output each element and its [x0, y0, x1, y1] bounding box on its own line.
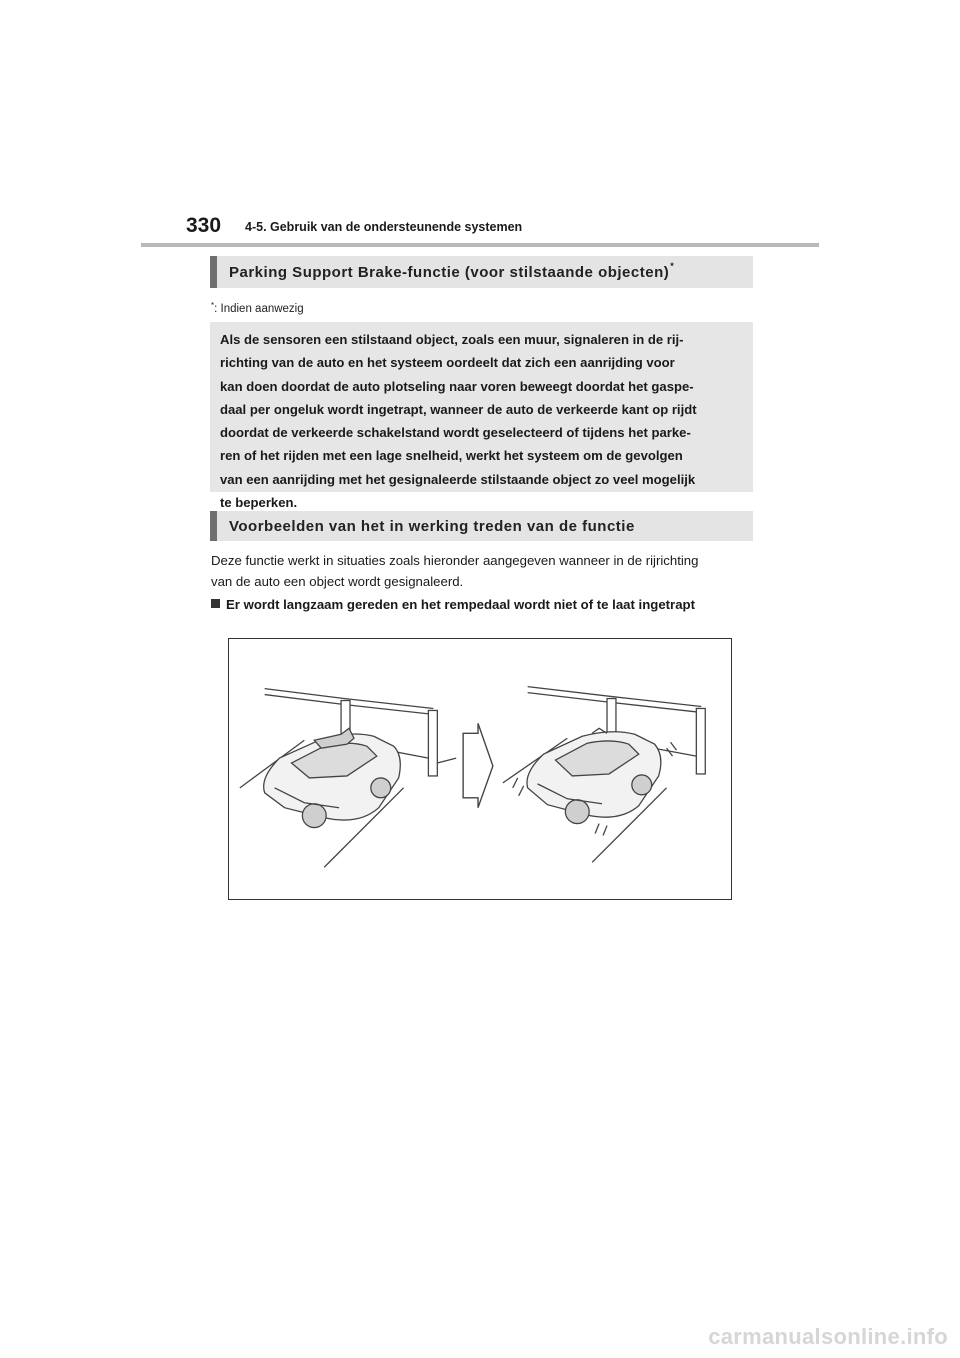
scene-after	[503, 687, 705, 863]
body-line: Deze functie werkt in situaties zoals hieronder aangegeven wanneer in de rijrichting	[211, 553, 699, 568]
body-paragraph	[211, 550, 756, 592]
intro-box	[210, 322, 753, 511]
section-heading-asterisk: *	[670, 261, 675, 271]
section-heading-examples	[210, 511, 753, 541]
footnote-asterisk: *	[211, 301, 215, 310]
section-heading-text: Voorbeelden van het in werking treden van de functie	[229, 517, 635, 535]
page-number: 330	[186, 214, 222, 237]
scene-before	[240, 689, 456, 868]
intro-line: van een aanrijding met het gesignaleerde stilstaande object zo veel mogelijk	[220, 471, 696, 487]
body-line: van de auto een object wordt gesignaleerd.	[211, 574, 464, 589]
footnote-text: : Indien aanwezig	[214, 303, 304, 315]
section-heading-parking-support-brake	[210, 256, 753, 288]
square-bullet-icon	[211, 599, 220, 608]
intro-line: kan doen doordat de auto plotseling naar voren beweegt doordat het gaspe-	[220, 378, 694, 394]
bullet-heading-text: Er wordt langzaam gereden en het rempedaal wordt niet of te laat ingetrapt	[226, 597, 695, 612]
intro-line: richting van de auto en het systeem oordeelt dat zich een aanrijding voor	[220, 355, 675, 371]
intro-line: doordat de verkeerde schakelstand wordt geselecteerd of tijdens het parke-	[220, 425, 691, 441]
intro-line: ren of het rijden met een lage snelheid, werkt het systeem om de gevolgen	[220, 448, 683, 464]
intro-line: daal per ongeluk wordt ingetrapt, wanneer de auto de verkeerde kant op rijdt	[220, 401, 697, 417]
intro-line: Als de sensoren een stilstaand object, zoals een muur, signaleren in de rij-	[220, 332, 684, 347]
section-heading-text: Parking Support Brake-functie (voor stilstaande objecten)	[229, 263, 670, 281]
intro-line: te beperken.	[220, 495, 298, 511]
watermark: carmanualsonline.info	[708, 1324, 948, 1349]
chapter-title: 4-5. Gebruik van de ondersteunende systemen	[245, 220, 523, 234]
header-rule	[141, 243, 819, 247]
illustration-figure	[228, 638, 732, 900]
illustration-svg	[229, 639, 731, 899]
footnote	[211, 303, 304, 315]
bullet-heading	[211, 597, 695, 612]
transition-arrow	[463, 723, 493, 807]
